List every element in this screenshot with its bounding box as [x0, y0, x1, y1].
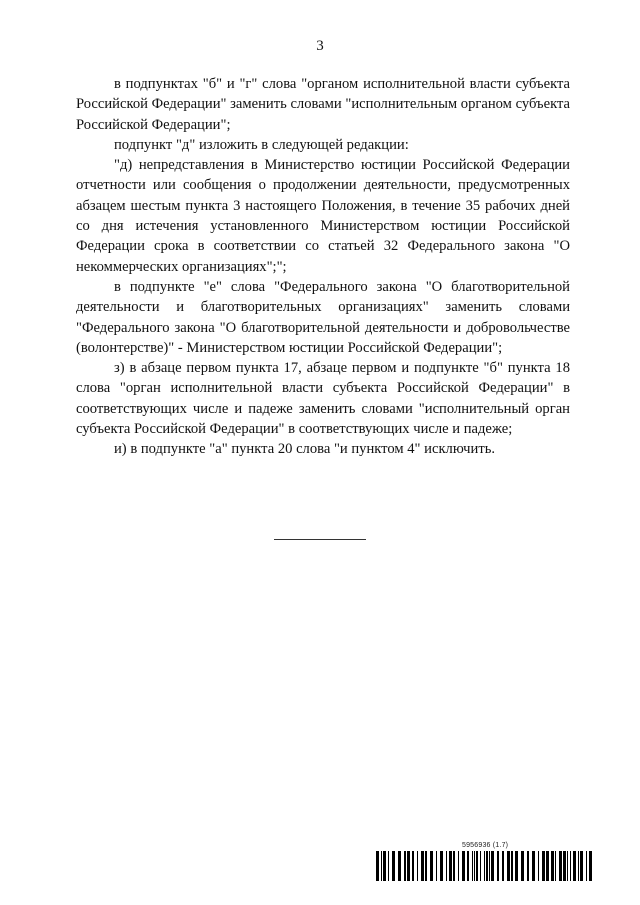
- paragraph-amend-subpoints-b-g: в подпунктах "б" и "г" слова "органом исполнительной власти субъекта Российской Федерации" заменить словами "исполнительным органом субъекта Российской Федерации";: [76, 76, 570, 133]
- page-number: 3: [316, 38, 324, 54]
- barcode-label: 5956936 (1.7): [462, 842, 509, 849]
- barcode-bar: [592, 851, 594, 881]
- paragraph-subpoint-e: в подпункте "е" слова "Федерального закона "О благотворительной деятельности и благотворительных организациях" заменить словами "Федерального закона "О благотворительной деятельности и добровольчестве (волонтерстве)" - Министерством юстиции Российской Федерации";: [76, 278, 570, 356]
- end-separator-line: [274, 539, 366, 540]
- document-body: [76, 74, 570, 460]
- paragraph-item-i: и) в подпункте "а" пункта 20 слова "и пунктом 4" исключить.: [114, 441, 496, 458]
- barcode-image: [376, 851, 594, 881]
- paragraph-subpoint-d-text: "д) непредставления в Министерство юстиции Российской Федерации отчетности или сообщения о продолжении деятельности, предусмотренных абзацем шестым пункта 3 настоящего Положения, в течение 35 рабочих дней со дня истечения установленного Министерством юстиции Российской Федерации срока в соответствии со статьей 32 Федерального закона "О некоммерческих организациях";";: [76, 157, 570, 275]
- paragraph-subpoint-d-intro: подпункт "д" изложить в следующей редакции:: [114, 136, 409, 153]
- paragraph-item-z: з) в абзаце первом пункта 17, абзаце первом и подпункте "б" пункта 18 слова "орган исполнительной власти субъекта Российской Федерации" в соответствующих числе и падеже заменить словами "исполнительный орган субъекта Российской Федерации" в соответствующих числе и падеже;: [76, 360, 570, 438]
